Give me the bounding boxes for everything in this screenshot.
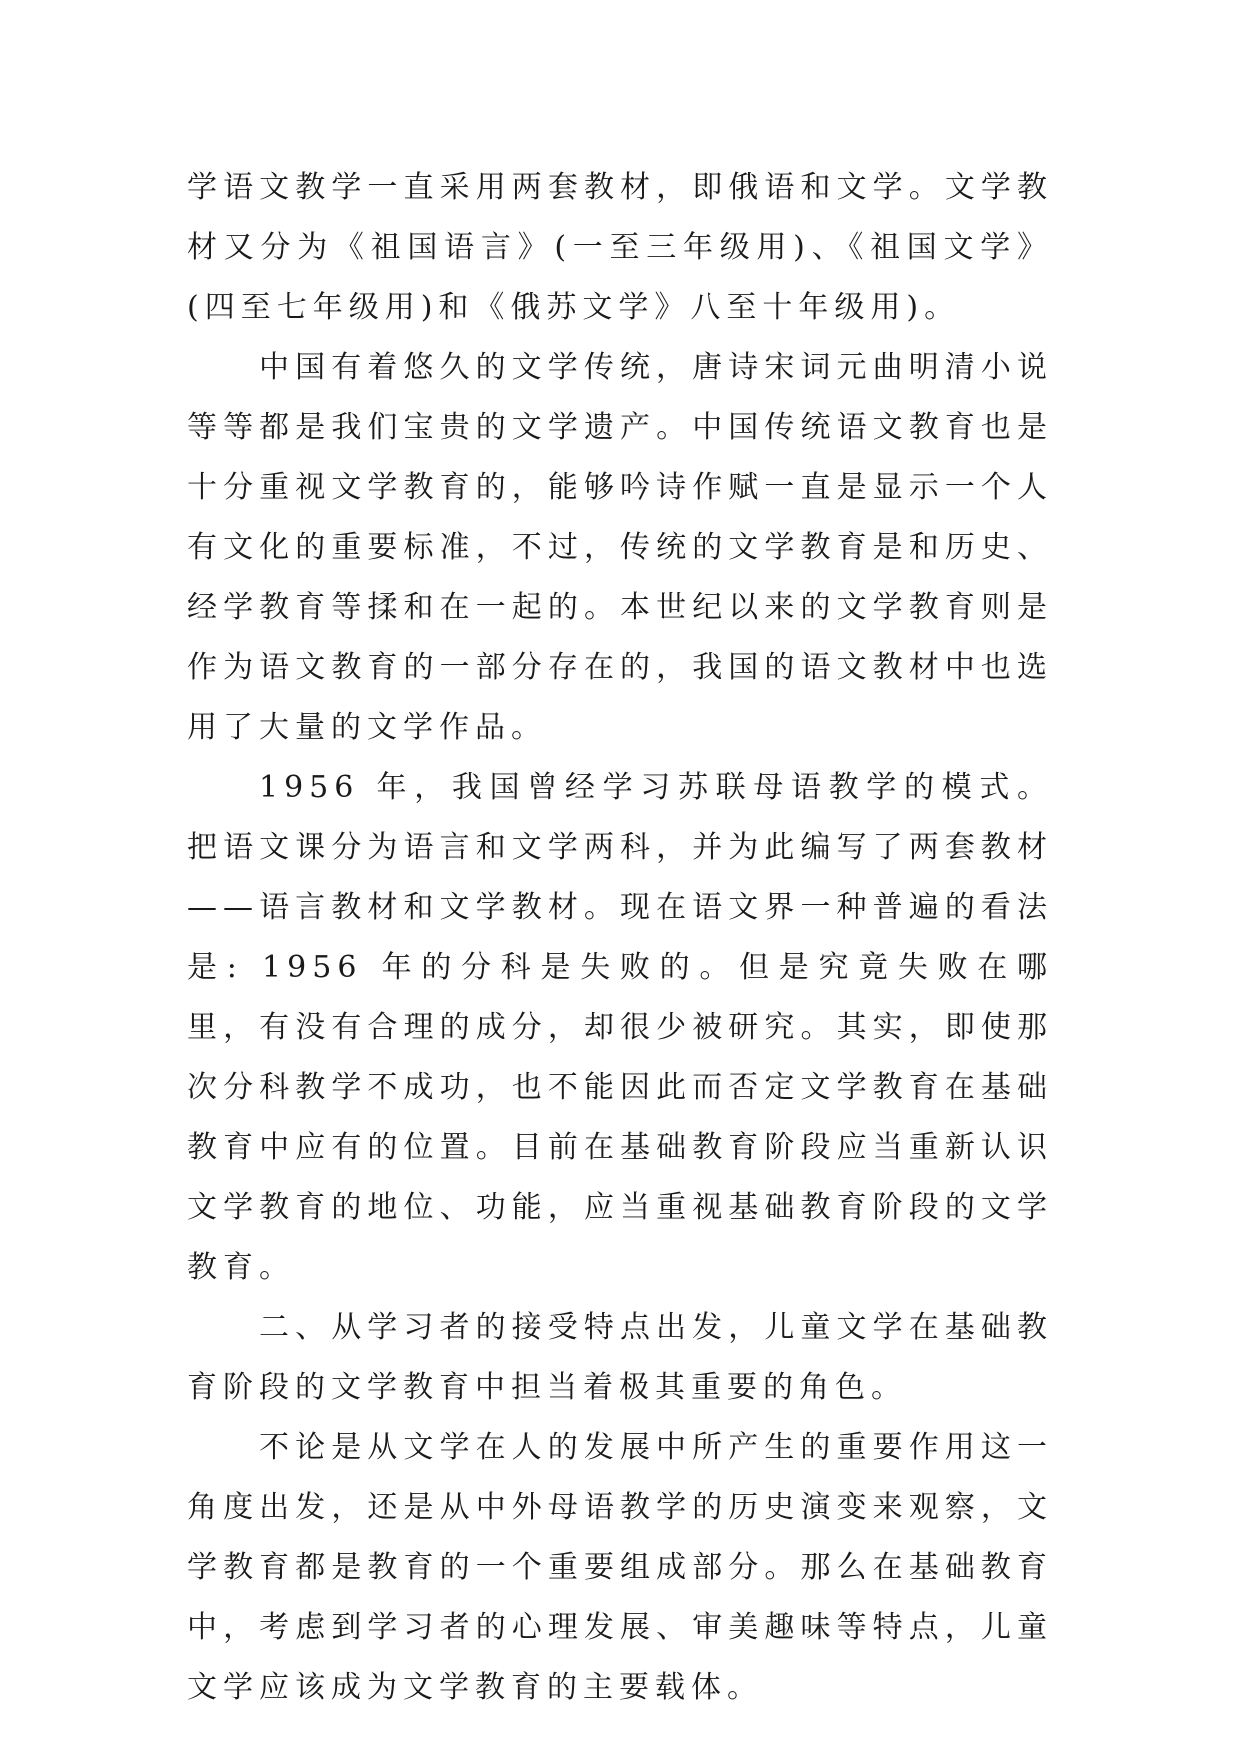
- paragraph-4: 二、从学习者的接受特点出发，儿童文学在基础教育阶段的文学教育中担当着极其重要的角色。: [187, 1310, 1053, 1405]
- paragraph-2: 中国有着悠久的文学传统，唐诗宋词元曲明清小说等等都是我们宝贵的文学遗产。中国传统语文教育也是十分重视文学教育的，能够吟诗作赋一直是显示一个人有文化的重要标准，不过，传统的文学教育是和历史、经学教育等揉和在一起的。本世纪以来的文学教育则是作为语文教育的一部分存在的，我国的语文教材中也选用了大量的文学作品。: [187, 350, 1053, 745]
- document-body: [187, 158, 1053, 1718]
- paragraph-5: 不论是从文学在人的发展中所产生的重要作用这一角度出发，还是从中外母语教学的历史演变来观察，文学教育都是教育的一个重要组成部分。那么在基础教育中，考虑到学习者的心理发展、审美趣味等特点，儿童文学应该成为文学教育的主要载体。: [187, 1430, 1053, 1705]
- paragraph-1: 学语文教学一直采用两套教材，即俄语和文学。文学教材又分为《祖国语言》(一至三年级用)、《祖国文学》(四至七年级用)和《俄苏文学》八至十年级用)。: [187, 170, 1053, 325]
- paragraph-3: 1956 年，我国曾经学习苏联母语教学的模式。把语文课分为语言和文学两科，并为此编写了两套教材——语言教材和文学教材。现在语文界一种普遍的看法是: 1956 年的分科是失败的。但是究竟失败在哪里，有没有合理的成分，却很少被研究。其实，即使那次分科教学不成功，也不能因此而否定文学教育在基础教育中应有的位置。目前在基础教育阶段应当重新认识文学教育的地位、功能，应当重视基础教育阶段的文学教育。: [187, 770, 1053, 1285]
